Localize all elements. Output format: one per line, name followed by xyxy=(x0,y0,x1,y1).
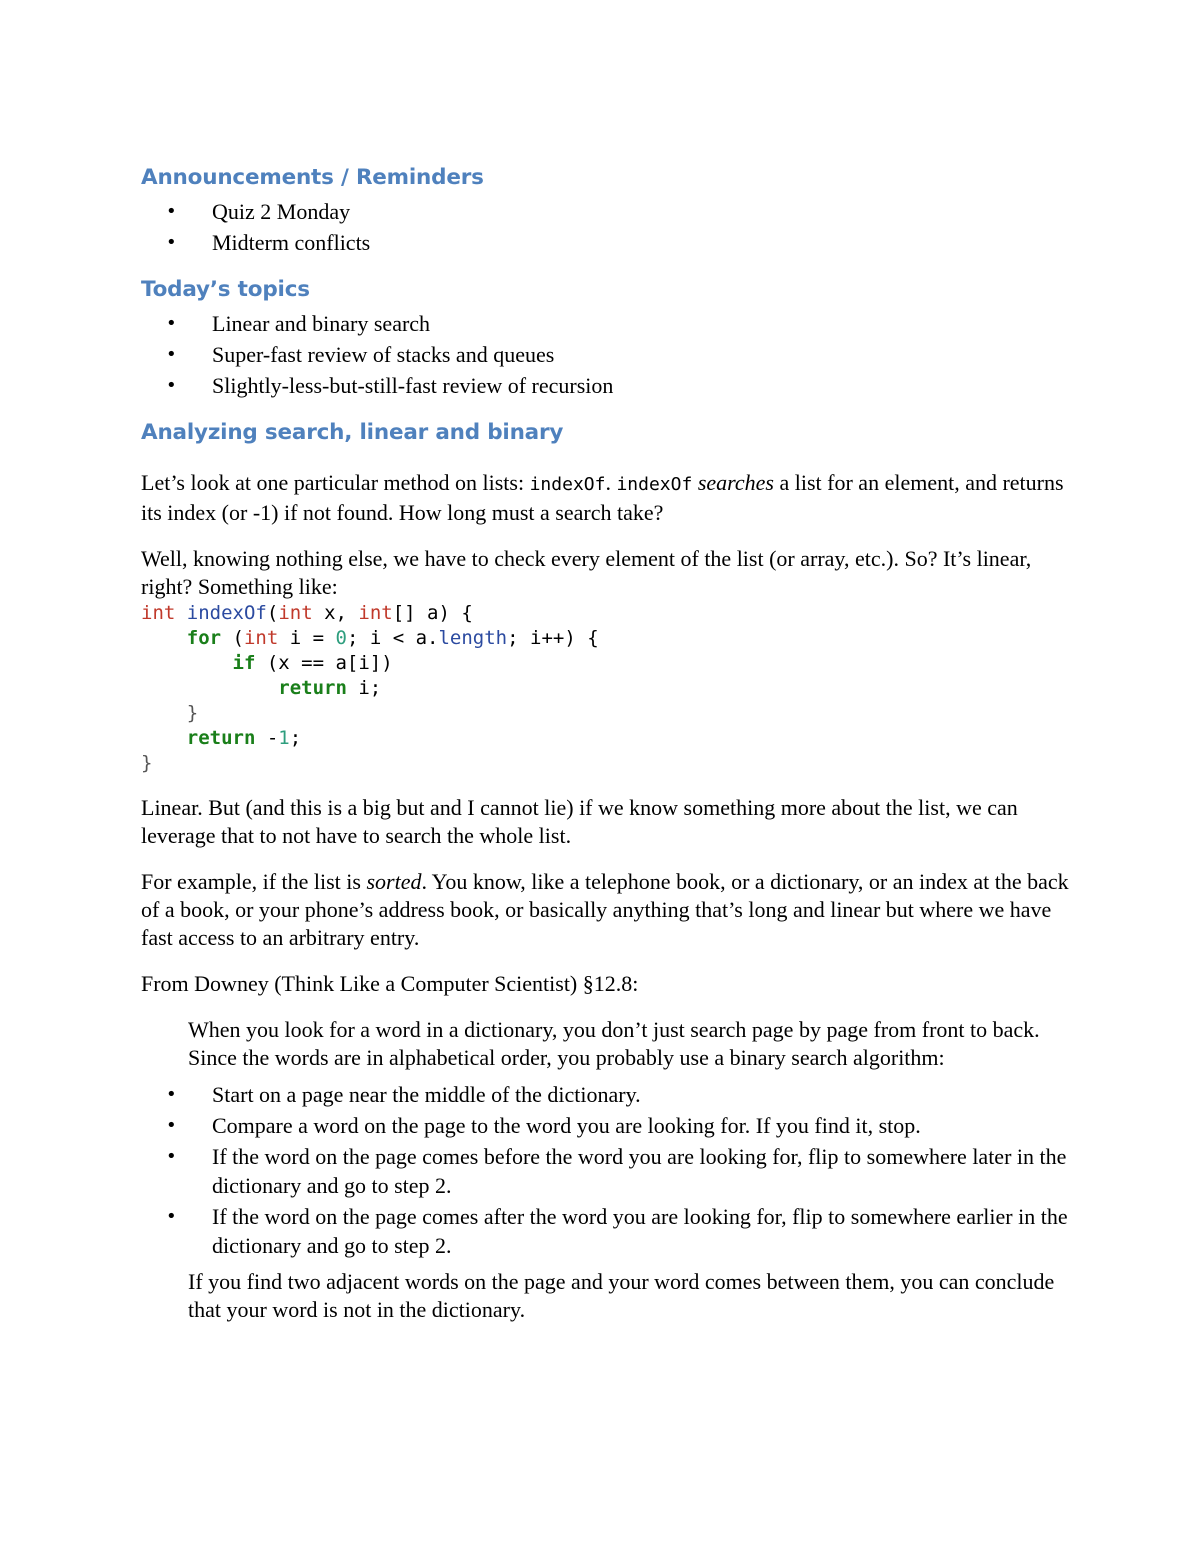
list-item: • Compare a word on the page to the word you are looking for. If you find it, stop. xyxy=(141,1111,1071,1140)
list-item: • Linear and binary search xyxy=(141,308,1071,339)
text: Let’s look at one particular method on lists: xyxy=(141,470,530,495)
code-keyword: int xyxy=(278,602,313,624)
code-keyword: if xyxy=(232,652,256,674)
code-line xyxy=(141,751,1071,776)
quote-intro: When you look for a word in a dictionary, you don’t just search page by page from front to back. Since the words are in alphabetical order, you probably use a binary search algorithm: xyxy=(188,1017,1040,1070)
code-keyword: return xyxy=(186,727,256,749)
code-text: [] a) { xyxy=(392,602,473,624)
text: For example, if the list is xyxy=(141,869,367,894)
text: . xyxy=(605,470,617,495)
list-item: • If the word on the page comes after the word you are looking for, flip to somewhere earlier in the dictionary and go to step 2. xyxy=(141,1202,1071,1260)
document-page xyxy=(141,160,1071,1324)
topics-list xyxy=(141,308,1071,401)
text: . You know, like a telephone book, or a dictionary, or an index at the back of a book, or your phone’s address book, or basically anything that’s long and linear but where we have fast access to an arbitrary entry. xyxy=(141,869,1069,950)
quote-conclusion: If you find two adjacent words on the page and your word comes between them, you can conclude that your word is not in the dictionary. xyxy=(188,1269,1055,1322)
emphasis: sorted xyxy=(366,869,422,894)
paragraph-indexof xyxy=(141,469,1071,527)
text: a list for an element, and returns its index (or -1) if not found. How long must a search take? xyxy=(141,470,1064,525)
code-line xyxy=(141,676,1071,701)
code-line xyxy=(141,626,1071,651)
code-text: ; xyxy=(289,727,302,749)
code-text: } xyxy=(186,702,199,724)
code-text: ( xyxy=(266,602,279,624)
topics-heading: Today’s topics xyxy=(141,277,310,302)
list-item: • If the word on the page comes before the word you are looking for, flip to somewhere later in the dictionary and go to step 2. xyxy=(141,1142,1071,1200)
code-line xyxy=(141,601,1071,626)
code-number: 1 xyxy=(278,727,290,749)
code-function: length xyxy=(438,627,508,649)
binary-search-steps xyxy=(141,1080,1071,1260)
code-number: 0 xyxy=(335,627,347,649)
code-line xyxy=(141,701,1071,726)
list-item: • Midterm conflicts xyxy=(141,227,1071,258)
emphasis: searches xyxy=(697,470,774,495)
paragraph-leverage: Linear. But (and this is a big but and I cannot lie) if we know something more about the list, we can leverage that to not have to search the whole list. xyxy=(141,795,1018,848)
code-text: i = xyxy=(278,627,336,649)
paragraph-source: From Downey (Think Like a Computer Scientist) §12.8: xyxy=(141,971,639,996)
search-heading: Analyzing search, linear and binary xyxy=(141,420,564,445)
code-function: indexOf xyxy=(186,602,267,624)
code-text: ; i++) { xyxy=(507,627,599,649)
list-item: • Quiz 2 Monday xyxy=(141,196,1071,227)
code-text: (x == a[i]) xyxy=(255,652,393,674)
code-text: x, xyxy=(312,602,359,624)
inline-code: indexOf xyxy=(616,474,693,495)
code-keyword: int xyxy=(358,602,393,624)
paragraph-sorted xyxy=(141,868,1071,952)
list-item: • Slightly-less-but-still-fast review of recursion xyxy=(141,370,1071,401)
code-line xyxy=(141,726,1071,751)
announcements-list xyxy=(141,196,1071,258)
inline-code: indexOf xyxy=(529,474,606,495)
code-keyword: for xyxy=(186,627,222,649)
code-block xyxy=(141,601,1071,776)
code-keyword: int xyxy=(141,602,176,624)
code-line xyxy=(141,651,1071,676)
code-text: - xyxy=(255,727,279,749)
list-item: • Super-fast review of stacks and queues xyxy=(141,339,1071,370)
code-text: i; xyxy=(346,677,382,699)
code-keyword: int xyxy=(243,627,279,649)
paragraph-linear: Well, knowing nothing else, we have to check every element of the list (or array, etc.). So? It’s linear, right? Something like: xyxy=(141,546,1032,599)
list-item: • Start on a page near the middle of the dictionary. xyxy=(141,1080,1071,1109)
code-text: ; i < a. xyxy=(346,627,439,649)
code-keyword: return xyxy=(278,677,347,699)
announcements-heading: Announcements / Reminders xyxy=(141,165,484,190)
code-text: } xyxy=(141,752,153,774)
code-text: ( xyxy=(221,627,244,649)
